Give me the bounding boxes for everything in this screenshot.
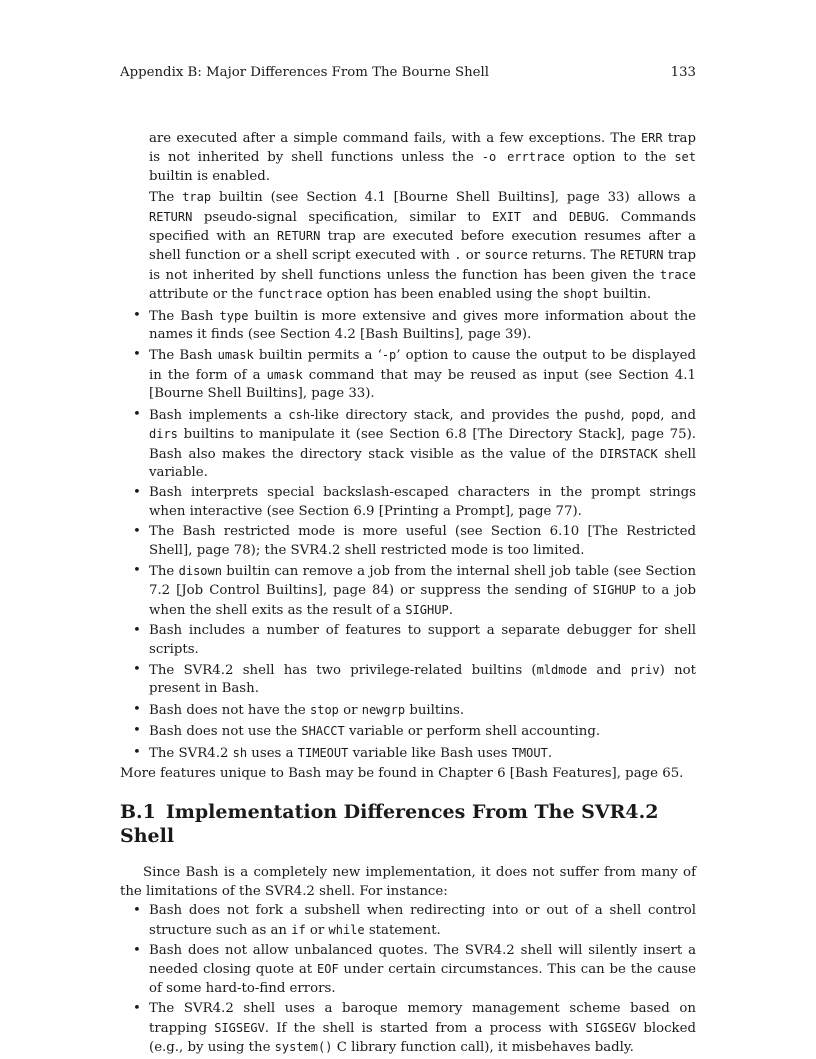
list-item-text: The Bash umask builtin permits a ‘-p’ option to cause the output to be displayed in the form of a umask command that may be reused as input (see Section 4.1 [Bourne Shell Builtins], page 33).	[149, 348, 696, 402]
inline-code: csh	[288, 407, 311, 422]
page-body	[120, 129, 696, 1059]
list-item	[120, 307, 696, 345]
section-number: B.1	[120, 801, 156, 824]
inline-code: RETURN	[277, 229, 321, 244]
list-item	[120, 406, 696, 483]
page-number: 133	[670, 65, 696, 80]
inline-code: SIGHUP	[592, 583, 637, 598]
inline-code: trace	[659, 267, 696, 282]
list-item	[120, 523, 696, 560]
list-item	[120, 701, 696, 720]
list-item-text: The Bash restricted mode is more useful (see Section 6.10 [The Restricted Shell], page 78); the SVR4.2 shell restricted mode is too limited.	[149, 524, 696, 558]
inline-code: -p	[381, 348, 397, 363]
section-heading	[120, 800, 696, 848]
list-item	[120, 661, 696, 699]
bullet-icon: •	[133, 903, 141, 919]
inline-code: umask	[217, 348, 254, 363]
continued-paragraph-2: The trap builtin (see Section 4.1 [Bourne Shell Builtins], page 33) allows a RETURN pseudo-signal specification, similar to EXIT and DEBUG. Commands specified with an RETURN trap are executed before execution resumes after a shell function or a shell script executed with . or source returns. The RETURN trap is not inherited by shell functions unless the function has been given the trace attribute or the functrace option has been enabled using the shopt builtin.	[149, 190, 697, 303]
bullet-icon: •	[133, 406, 141, 422]
inline-code: sh	[232, 745, 248, 760]
list-item	[120, 722, 696, 741]
list-item-text: Bash does not have the stop or newgrp builtins.	[149, 702, 465, 718]
inline-code: EXIT	[492, 209, 522, 224]
inline-code: SIGSEGV	[214, 1020, 265, 1035]
inline-code: TIMEOUT	[297, 745, 349, 760]
inline-code: .	[454, 248, 462, 263]
list-item	[120, 622, 696, 659]
inline-code: SHACCT	[301, 724, 345, 739]
bullet-icon: •	[133, 723, 141, 739]
list-item-text: Bash interprets special backslash-escaped characters in the prompt strings when interactive (see Section 6.9 [Printing a Prompt], page 77).	[149, 485, 696, 519]
implementation-differences-list	[120, 902, 696, 1057]
inline-code: set	[674, 150, 696, 165]
continued-paragraph-1: are executed after a simple command fails, with a few exceptions. The ERR trap is not inherited by shell functions unless the -o errtrace option to the set builtin is enabled.	[149, 131, 696, 184]
inline-code: SIGSEGV	[585, 1020, 637, 1035]
inline-code: -o errtrace	[481, 150, 565, 165]
inline-code: priv	[630, 662, 660, 677]
bullet-icon: •	[133, 1001, 141, 1017]
list-item	[120, 346, 696, 403]
inline-code: source	[484, 248, 528, 263]
list-item-text: The disown builtin can remove a job from the internal shell job table (see Section 7.2 [Job Control Builtins], page 84) or suppress the sending of SIGHUP to a job when the shell exits as the result of a SIGHUP.	[149, 563, 697, 618]
list-item-text: The Bash type builtin is more extensive and gives more information about the names it finds (see Section 4.2 [Bash Builtins], page 39).	[149, 308, 696, 343]
list-item	[120, 744, 696, 763]
differences-list	[120, 307, 696, 763]
inline-code: dirs	[149, 427, 178, 442]
inline-code: while	[328, 922, 365, 937]
inline-code: ERR	[640, 131, 663, 145]
inline-code: mldmode	[536, 662, 588, 677]
inline-code: trap	[182, 190, 212, 205]
list-item-text: Bash includes a number of features to support a separate debugger for shell scripts.	[149, 623, 696, 657]
list-item-text: The SVR4.2 sh uses a TIMEOUT variable like Bash uses TMOUT.	[149, 745, 553, 761]
bullet-icon: •	[133, 661, 141, 677]
bullet-icon: •	[133, 347, 141, 363]
inline-code: DIRSTACK	[599, 446, 658, 461]
running-header	[120, 64, 696, 82]
inline-code: RETURN	[149, 209, 193, 224]
bullet-icon: •	[133, 623, 141, 639]
bullet-icon: •	[133, 307, 141, 323]
inline-code: disown	[178, 563, 222, 578]
list-item	[120, 902, 696, 940]
bullet-icon: •	[133, 524, 141, 540]
bullet-icon: •	[133, 701, 141, 717]
bullet-icon: •	[133, 562, 141, 578]
inline-code: TMOUT	[511, 745, 548, 760]
section-title: Implementation Differences From The SVR4.2 Shell	[120, 801, 659, 848]
list-item-text: The SVR4.2 shell uses a baroque memory management scheme based on trapping SIGSEGV. If the shell is started from a process with SIGSEGV blocked (e.g., by using the system() C library function call), it misbehaves badly.	[149, 1001, 696, 1056]
inline-code: stop	[310, 702, 339, 717]
inline-code: SIGHUP	[405, 602, 449, 617]
inline-code: functrace	[257, 287, 323, 302]
section-intro: Since Bash is a completely new implementation, it does not suffer from many of the limitations of the SVR4.2 shell. For instance:	[120, 865, 696, 899]
inline-code: type	[219, 308, 249, 323]
list-item-text: Bash does not fork a subshell when redirecting into or out of a shell control structure such as an if or while statement.	[149, 903, 696, 938]
list-item	[120, 1000, 696, 1057]
bullet-icon: •	[133, 485, 141, 501]
list-item-text: Bash does not allow unbalanced quotes. The SVR4.2 shell will silently insert a needed closing quote at EOF under certain circumstances. This can be the cause of some hard-to-find errors.	[149, 943, 696, 996]
inline-code: pushd	[584, 407, 621, 422]
inline-code: system()	[274, 1040, 333, 1055]
inline-code: popd	[631, 407, 661, 422]
inline-code: RETURN	[620, 248, 664, 263]
list-item-text: The SVR4.2 shell has two privilege-related builtins (mldmode and priv) not present in Bash.	[149, 662, 696, 697]
bullet-icon: •	[133, 744, 141, 760]
inline-code: shopt	[562, 287, 599, 302]
bullet-icon: •	[133, 943, 141, 959]
inline-code: DEBUG	[568, 209, 606, 224]
list-item-text: Bash does not use the SHACCT variable or perform shell accounting.	[149, 724, 601, 740]
list-item	[120, 942, 696, 998]
inline-code: newgrp	[361, 702, 406, 717]
inline-code: umask	[266, 367, 303, 382]
inline-code: if	[291, 922, 306, 937]
list-item-text: Bash implements a csh-like directory stack, and provides the pushd, popd, and dirs builtins to manipulate it (see Section 6.8 [The Directory Stack], page 75). Bash also makes the directory stack visible as the value of the DIRSTACK shell variable.	[149, 407, 696, 480]
header-title: Appendix B: Major Differences From The Bourne Shell	[120, 65, 490, 80]
closing-paragraph: More features unique to Bash may be found in Chapter 6 [Bash Features], page 65.	[120, 766, 684, 781]
list-item	[120, 484, 696, 521]
inline-code: EOF	[317, 962, 339, 977]
list-item	[120, 562, 696, 620]
